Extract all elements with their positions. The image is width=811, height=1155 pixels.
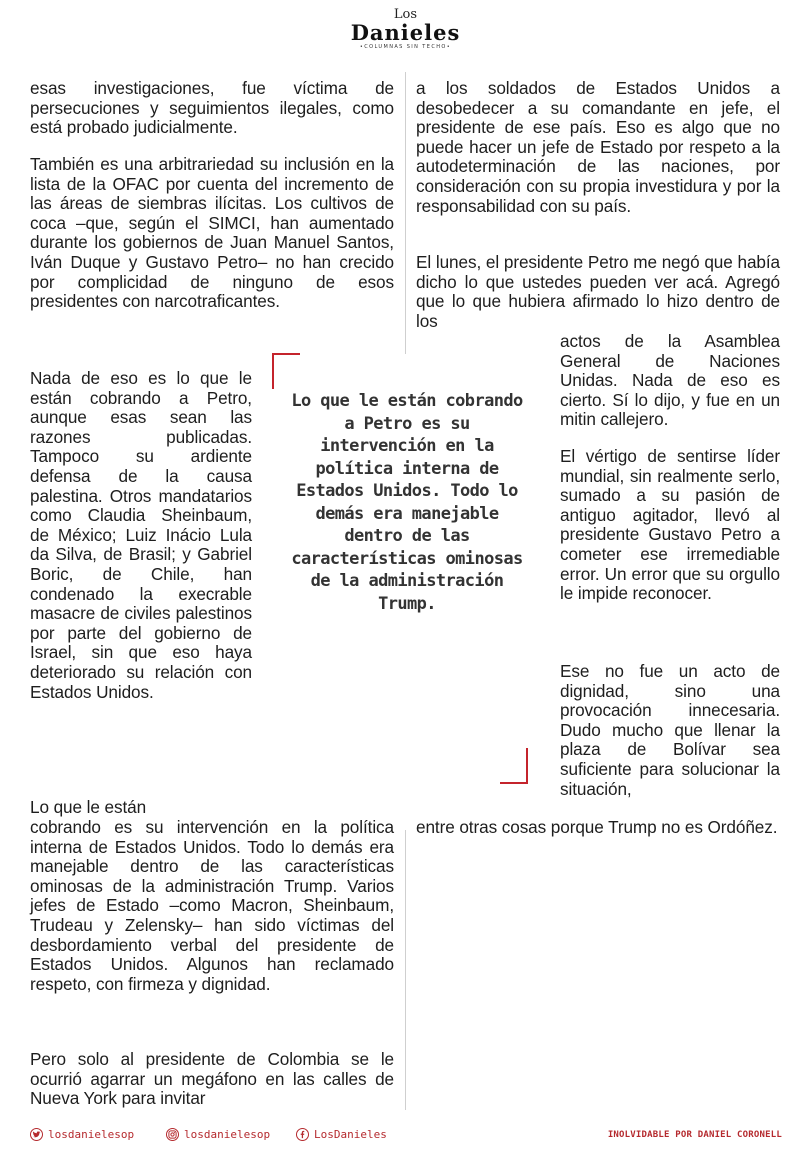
column-divider-bottom bbox=[405, 830, 406, 1110]
left-paragraph-1: esas investigaciones, fue víctima de persecuciones y seguimientos ilegales, como está probado judicialmente. bbox=[30, 78, 394, 138]
left-paragraph-5: Pero solo al presidente de Colombia se le ocurrió agarrar un megáfono en las calles de Nueva York para invitar bbox=[30, 1049, 394, 1109]
logo-tagline: •COLUMNAS SIN TECHO• bbox=[359, 44, 452, 50]
right-paragraph-1: a los soldados de Estados Unidos a desobedecer a su comandante en jefe, el presidente de ese país. Eso es algo que no puede hacer un jefe de Estado por respeto a la autodeterminación de las naciones, por consideración con su propia investidura y por la responsabilidad con su país. bbox=[416, 78, 780, 216]
right-paragraph-4a: Ese no fue un acto de dignidad, sino una provocación innecesaria. Dudo mucho que llenar la plaza de Bolívar sea suficiente para solucionar la situación, bbox=[560, 661, 780, 799]
facebook-handle: LosDanieles bbox=[314, 1128, 387, 1141]
pull-quote-corner-bottom-right bbox=[500, 782, 528, 784]
facebook-link[interactable] bbox=[296, 1128, 387, 1141]
logo-line-danieles: Danieles bbox=[350, 20, 461, 45]
right-paragraph-3: El vértigo de sentirse líder mundial, sin realmente serlo, sumado a su pasión de antiguo agitador, llevó al presidente Gustavo Petro a cometer ese irremediable error. Un error que su orgullo le impide reconocer. bbox=[560, 446, 780, 604]
twitter-handle: losdanielesop bbox=[48, 1128, 135, 1141]
twitter-icon bbox=[30, 1128, 43, 1141]
column-divider-top bbox=[405, 72, 406, 354]
left-paragraph-2: También es una arbitrariedad su inclusión en la lista de la OFAC por cuenta del incremento de las áreas de siembras ilícitas. Los cultivos de coca –que, según el SIMCI, han aumentado durante los gobiernos de Juan Manuel Santos, Iván Duque y Gustavo Petro– no han crecido por complicidad de ninguno de esos presidentes con narcotraficantes. bbox=[30, 154, 394, 312]
site-logo bbox=[340, 8, 471, 58]
facebook-icon bbox=[296, 1128, 309, 1141]
right-paragraph-4b: entre otras cosas porque Trump no es Ordóñez. bbox=[416, 817, 778, 837]
footer bbox=[30, 1128, 782, 1148]
left-paragraph-4a: Lo que le están bbox=[30, 797, 147, 817]
right-paragraph-2a: El lunes, el presidente Petro me negó que había dicho lo que ustedes pueden ver acá. Agregó que lo que hubiera afirmado lo hizo dentro de los bbox=[416, 252, 780, 331]
twitter-link[interactable] bbox=[30, 1128, 134, 1141]
instagram-link[interactable] bbox=[166, 1128, 270, 1141]
instagram-handle: losdanielesop bbox=[184, 1128, 271, 1141]
left-paragraph-4b: cobrando es su intervención en la política interna de Estados Unidos. Todo lo demás era manejable dentro de las características ominosas de la administración Trump. Varios jefes de Estado –como Macron, Sheinbaum, Trudeau y Zelensky– han sido víctimas del desbordamiento verbal del presidente de Estados Unidos. Algunos han reclamado respeto, con firmeza y dignidad. bbox=[30, 817, 394, 994]
pull-quote: Lo que le están cobrando a Petro es su intervención en la política interna de Estados Unidos. Todo lo demás era manejable dentro de las características ominosas de la administración Trump. bbox=[291, 391, 523, 614]
pull-quote-corner-bottom-right-vertical bbox=[526, 748, 528, 784]
pull-quote-corner-top-left bbox=[272, 353, 300, 355]
logo-line-los: Los bbox=[393, 7, 418, 22]
right-paragraph-2b: actos de la Asamblea General de Naciones Unidas. Nada de eso es cierto. Sí lo dijo, y fue en un mitin callejero. bbox=[560, 331, 780, 430]
author-credit: INOLVIDABLE POR DANIEL CORONELL bbox=[607, 1130, 782, 1140]
instagram-icon bbox=[166, 1128, 179, 1141]
left-paragraph-3: Nada de eso es lo que le están cobrando a Petro, aunque esas sean las razones publicadas. Tampoco su ardiente defensa de la causa palestina. Otros mandatarios como Claudia Sheinbaum, de México; Luiz Inácio Lula da Silva, de Brasil; y Gabriel Boric, de Chile, han condenado la execrable masacre de civiles palestinos por parte del gobierno de Israel, sin que eso haya deteriorado su relación con Estados Unidos. bbox=[30, 368, 252, 702]
pull-quote-corner-top-left-vertical bbox=[272, 353, 274, 389]
